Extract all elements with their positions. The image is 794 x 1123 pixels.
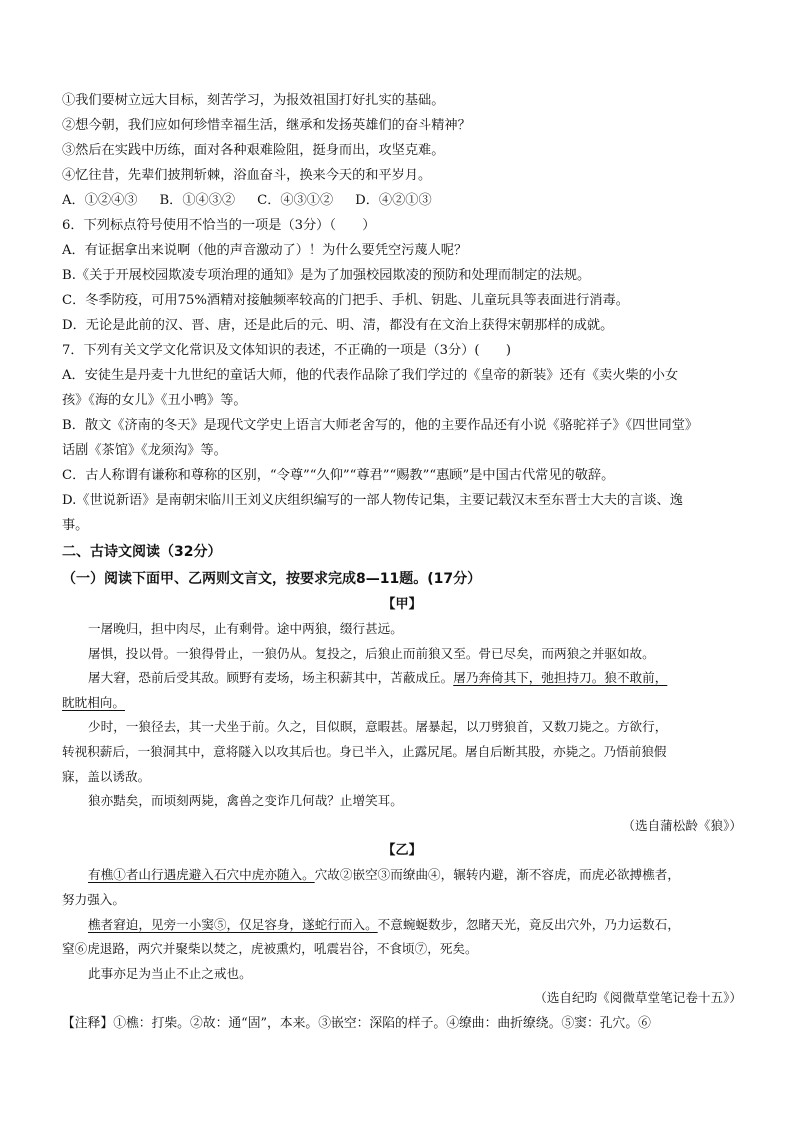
yi-p2-underlined: 樵者窘迫，见旁一小窦⑤，仅足容身，遂蛇行而入。 <box>88 916 378 932</box>
option-a[interactable]: A．①②④③ <box>62 193 138 208</box>
q7-option-b-line2: 话剧《茶馆》《龙须沟》等。 <box>62 443 227 458</box>
option-b[interactable]: B．①④③② <box>159 193 236 208</box>
jia-paragraph-3-cont <box>62 691 742 716</box>
yi-source: （选自纪昀《阅微草堂笔记卷十五》） <box>534 990 742 1006</box>
annotations: 【注释】①樵：打柴。②故：通“固”，本来。③嵌空：深陷的样子。④缭曲：曲折缭绕。⑤窦：孔穴。⑥ <box>62 1015 651 1031</box>
jia-paragraph-4-line1: 少时，一狼径去，其一犬坐于前。久之，目似瞑，意暇甚。屠暴起，以刀劈狼首，又数刀毙之。方欲行， <box>88 719 668 735</box>
yi-p2-text: 不意蜿蜒数步，忽睹天光，竟反出穴外，乃力运数石， <box>377 916 680 932</box>
passage-jia-title: 【甲】 <box>382 597 422 612</box>
jia-paragraph-2: 屠惧，投以骨。一狼得骨止，一狼仍从。复投之，后狼止而前狼又至。骨已尽矣，而两狼之并驱如故。 <box>88 645 655 661</box>
jia-p3-text: 屠大窘，恐前后受其敌。顾野有麦场，场主积薪其中，苫蔽成丘。 <box>88 670 454 686</box>
jia-paragraph-4-line3: 寐，盖以诱敌。 <box>62 768 151 784</box>
sentence-1: ①我们要树立远大目标，刻苦学习，为报效祖国打好扎实的基础。 <box>62 93 445 108</box>
q7-option-a-line2: 孩》《海的女儿》《丑小鸭》等。 <box>62 393 247 408</box>
q6-option-b[interactable]: B.《关于开展校园欺凌专项治理的通知》是为了加强校园欺凌的预防和处理而制定的法规。 <box>62 268 591 283</box>
yi-paragraph-1-cont: 努力强入。 <box>62 891 125 907</box>
option-d[interactable]: D．④②①③ <box>355 193 432 208</box>
jia-p3-underlined-cont: 眈眈相向。 <box>62 694 125 710</box>
yi-paragraph-1 <box>62 863 742 888</box>
jia-paragraph-4-line2: 转视积薪后，一狼洞其中，意将隧入以攻其后也。身已半入，止露尻尾。屠自后断其股，亦毙之。乃悟前狼假 <box>62 743 667 759</box>
passage-yi-title: 【乙】 <box>382 843 422 859</box>
question-6: 6．下列标点符号使用不恰当的一项是（3分）（ ） <box>62 218 376 233</box>
section-heading: 二、古诗文阅读（32分） <box>62 544 222 560</box>
q7-option-b-line1: B．散文《济南的冬天》是现代文学史上语言大师老舍写的，他的主要作品还有小说《骆驼祥子》《四世同堂》 <box>62 418 699 433</box>
jia-source: （选自蒲松龄《狼》） <box>622 817 742 833</box>
q7-option-c[interactable]: C．古人称谓有谦称和尊称的区别，“令尊”“久仰”“尊君”“赐教”“惠顾”是中国古代常见的敬辞。 <box>62 468 615 483</box>
sentence-3: ③然后在实践中历练，面对各种艰难险阻，挺身而出，攻坚克难。 <box>62 143 445 158</box>
q7-option-d[interactable] <box>62 488 742 538</box>
jia-paragraph-5: 狼亦黠矣，而顷刻两毙，禽兽之变诈几何哉？止增笑耳。 <box>88 793 403 809</box>
q7-option-d-line2: 事。 <box>62 518 89 533</box>
q7-option-b[interactable] <box>62 413 742 463</box>
q7-option-a-line1: A．安徒生是丹麦十九世纪的童话大师，他的代表作品除了我们学过的《皇帝的新装》还有《卖火柴的小女 <box>62 368 679 383</box>
yi-p1-text: 穴故②嵌空③而缭曲④，辗转内避，渐不容虎，而虎必欲搏樵者， <box>314 867 680 883</box>
q6-option-d[interactable]: D．无论是此前的汉、晋、唐，还是此后的元、明、清，都没有在文治上获得宋朝那样的成就。 <box>62 318 614 333</box>
q7-option-a[interactable] <box>62 363 742 413</box>
yi-p1-underlined: 有樵①者山行遇虎避入石穴中虎亦随入。 <box>88 867 315 883</box>
jia-paragraph-3 <box>62 666 742 691</box>
q6-option-c[interactable]: C．冬季防疫，可用75%酒精对接触频率较高的门把手、手机、钥匙、儿童玩具等表面进行消毒。 <box>62 293 629 308</box>
yi-paragraph-2 <box>62 913 742 938</box>
yi-paragraph-2-cont: 窒⑥虎退路，两穴并聚柴以焚之，虎被熏灼，吼震岩谷，不食顷⑦，死矣。 <box>62 941 478 957</box>
yi-paragraph-3: 此事亦足为当止不止之戒也。 <box>88 965 252 981</box>
question-7: 7．下列有关文学文化常识及文体知识的表述，不正确的一项是（3分）( ) <box>62 343 512 358</box>
jia-p3-underlined: 屠乃奔倚其下，弛担持刀。狼不敢前， <box>453 670 668 686</box>
exam-page <box>62 88 742 1036</box>
q6-option-a[interactable]: A．有证据拿出来说啊（他的声音激动了）！为什么要凭空污蔑人呢？ <box>62 243 468 258</box>
sentence-4: ④忆往昔，先辈们披荆斩棘，浴血奋斗，换来今天的和平岁月。 <box>62 168 432 183</box>
sentence-2: ②想今朝，我们应如何珍惜幸福生活，继承和发扬英雄们的奋斗精神？ <box>62 118 471 133</box>
option-c[interactable]: C．④③①② <box>257 193 334 208</box>
q5-options <box>62 188 742 213</box>
subsection-heading: （一）阅读下面甲、乙两则文言文，按要求完成8—11题。(17分） <box>62 571 482 587</box>
q7-option-d-line1: D.《世说新语》是南朝宋临川王刘义庆组织编写的一部人物传记集，主要记载汉末至东晋士大夫的言谈、逸 <box>62 493 683 508</box>
jia-paragraph-1: 一屠晚归，担中肉尽，止有剩骨。途中两狼，缀行甚远。 <box>88 621 403 636</box>
